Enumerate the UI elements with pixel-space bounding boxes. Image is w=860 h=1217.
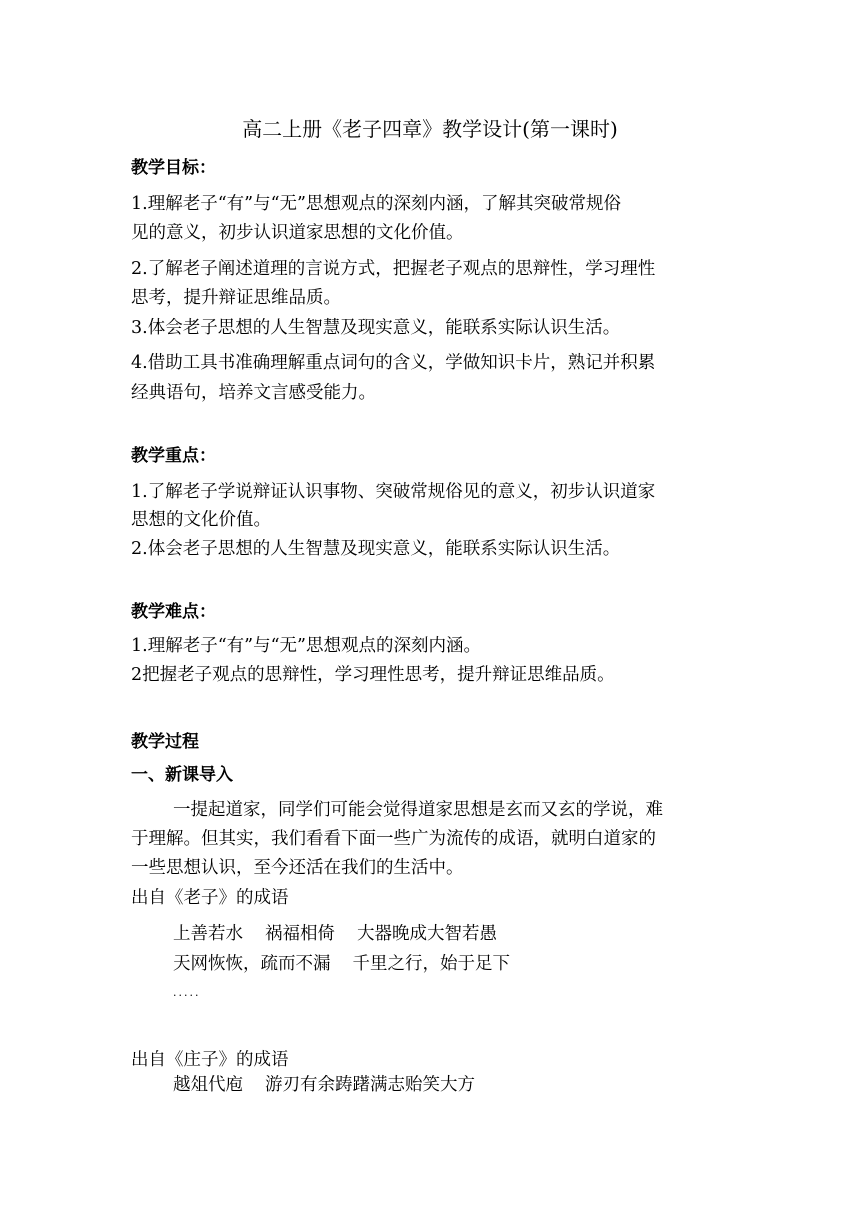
objective-3: 3.体会老子思想的人生智慧及现实意义，能联系实际认识生活。 (131, 318, 621, 338)
idiom: 千里之行，始于足下 (352, 954, 510, 974)
laozi-idioms-row-2 (173, 952, 510, 976)
laozi-idioms-row-1 (173, 922, 497, 946)
ellipsis: ····· (173, 989, 201, 1002)
objective-2-line-2: 思考，提升辩证思维品质。 (131, 288, 341, 308)
intro-line-1: 一提起道家，同学们可能会觉得道家思想是玄而又玄的学说，难 (173, 800, 663, 820)
difficulties-heading: 教学难点： (131, 602, 216, 622)
idiom: 游刃有余踌躇满志贻笑大方 (265, 1075, 475, 1095)
zhuangzi-idioms-row (173, 1073, 475, 1097)
idiom: 越俎代庖 (173, 1075, 243, 1095)
idiom: 大器晚成大智若愚 (357, 924, 497, 944)
intro-line-2: 于理解。但其实，我们看看下面一些广为流传的成语，就明白道家的 (131, 829, 656, 849)
idiom: 天网恢恢，疏而不漏 (173, 954, 331, 974)
zhuangzi-idioms-label: 出自《庄子》的成语 (131, 1050, 289, 1070)
key-point-1-line-1: 1.了解老子学说辩证认识事物、突破常规俗见的意义，初步认识道家 (131, 482, 656, 502)
objectives-heading: 教学目标： (131, 158, 216, 178)
laozi-idioms-label: 出自《老子》的成语 (131, 888, 289, 908)
difficulty-1: 1.理解老子“有”与“无”思想观点的深刻内涵。 (131, 636, 481, 656)
idiom: 祸福相倚 (265, 924, 335, 944)
objective-4-line-2: 经典语句，培养文言感受能力。 (131, 383, 376, 403)
idiom: 上善若水 (173, 924, 243, 944)
process-heading: 教学过程 (131, 732, 199, 752)
difficulty-2: 2把握老子观点的思辩性，学习理性思考，提升辩证思维品质。 (131, 665, 615, 685)
intro-line-3: 一些思想认识，至今还活在我们的生活中。 (131, 858, 464, 878)
key-point-2: 2.体会老子思想的人生智慧及现实意义，能联系实际认识生活。 (131, 539, 621, 559)
section-new-lesson-intro: 一、新课导入 (131, 765, 233, 785)
objective-1-line-1: 1.理解老子“有”与“无”思想观点的深刻内涵，了解其突破常规俗 (131, 194, 621, 214)
objective-4-line-1: 4.借助工具书准确理解重点词句的含义，学做知识卡片，熟记并积累 (131, 353, 656, 373)
objective-2-line-1: 2.了解老子阐述道理的言说方式，把握老子观点的思辩性，学习理性 (131, 259, 656, 279)
key-points-heading: 教学重点： (131, 446, 216, 466)
objective-1-line-2: 见的意义，初步认识道家思想的文化价值。 (131, 223, 464, 243)
document-title: 高二上册《老子四章》教学设计(第一课时) (242, 117, 618, 141)
key-point-1-line-2: 思想的文化价值。 (131, 510, 271, 530)
